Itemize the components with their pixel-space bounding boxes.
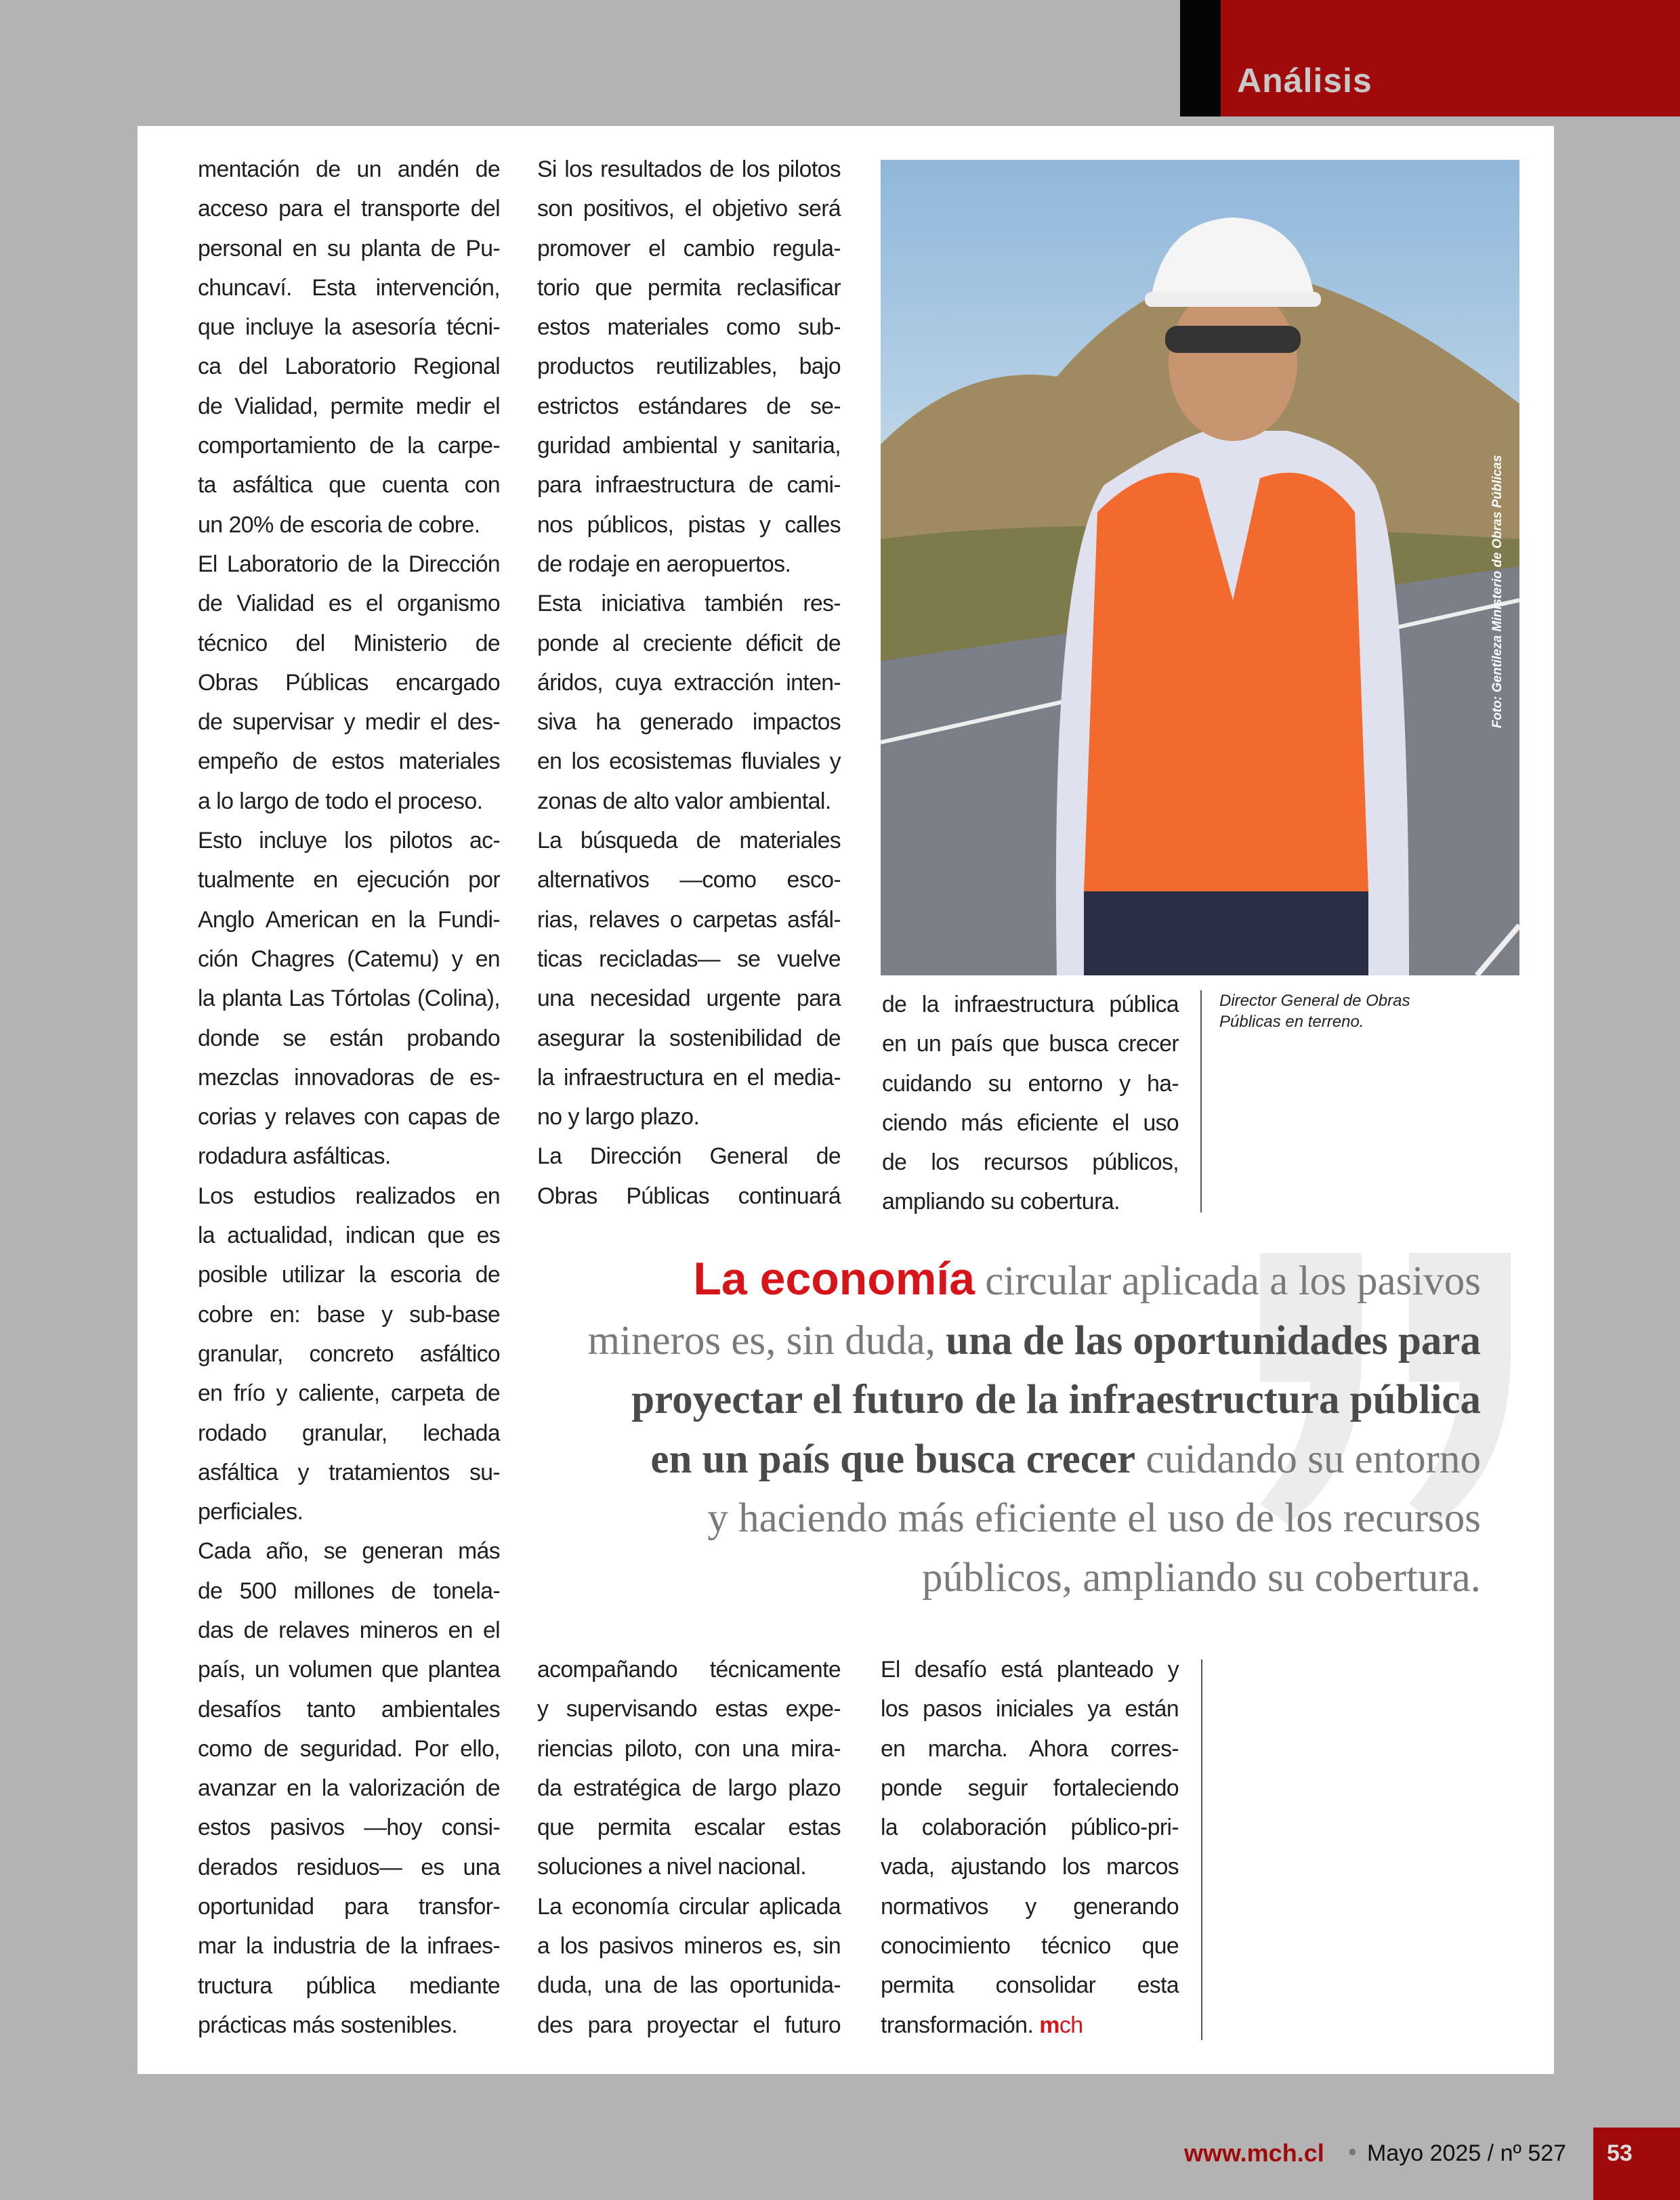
text-line: vada, ajustando los marcos [881, 1854, 1179, 1880]
text-line: permita consolidar esta [881, 1972, 1179, 1999]
text-line: alternativos —como esco- [537, 867, 841, 893]
text-line: La búsqueda de materiales [537, 828, 841, 854]
text-line: torio que permita reclasificar [537, 274, 841, 301]
column-2 [537, 150, 842, 1216]
text-line: y supervisando estas expe- [537, 1696, 841, 1722]
text-line: de la infraestructura pública [882, 992, 1179, 1017]
text-line: que permita escalar estas [537, 1815, 841, 1841]
text-line: posible utilizar la escoria de [198, 1262, 500, 1288]
text-line: promover el cambio regula- [537, 235, 841, 261]
text-line: ta asfáltica que cuenta con [198, 472, 500, 499]
text-line: prácticas más sostenibles. [198, 2012, 458, 2038]
photo-director [881, 160, 1519, 975]
text-line: asfáltica y tratamientos su- [198, 1459, 500, 1485]
photo-credit: Foto: Gentileza Ministerio de Obras Públicas [1490, 454, 1505, 728]
text-line: donde se están probando [198, 1025, 500, 1051]
text-line: un 20% de escoria de cobre. [198, 511, 480, 538]
header-black-bar [1180, 0, 1221, 117]
text-line: comportamiento de la carpe- [198, 433, 500, 459]
caption-line: Director General de Obras [1219, 992, 1410, 1010]
text-line: duda, una de las oportunida- [537, 1972, 841, 1999]
text-line: para infraestructura de cami- [537, 472, 841, 499]
text-line: ción Chagres (Catemu) y en [198, 946, 500, 972]
text-line: a los pasivos mineros es, sin [537, 1933, 841, 1960]
text-line: de los recursos públicos, [882, 1149, 1179, 1176]
text-line: cobre en: base y sub-base [198, 1301, 500, 1328]
text-line: de Vialidad es el organismo [198, 591, 500, 617]
text-line: corias y relaves con capas de [198, 1104, 500, 1130]
text-line: en marcha. Ahora corres- [881, 1735, 1179, 1762]
text-line: de rodaje en aeropuertos. [537, 551, 791, 577]
text-line: de 500 millones de tonela- [198, 1578, 500, 1604]
section-title: Análisis [1237, 62, 1372, 100]
text-line: Esta iniciativa también res- [537, 591, 841, 617]
pq-text: cuidando su entorno [1135, 1436, 1481, 1482]
text-line: tualmente en ejecución por [198, 867, 500, 893]
text-line: ampliando su cobertura. [882, 1189, 1120, 1215]
text-line: la infraestructura en el media- [537, 1064, 841, 1091]
pq-text: públicos, ampliando su cobertura. [922, 1554, 1481, 1601]
text-line: El desafío está planteado y [881, 1657, 1179, 1683]
text-line: ciendo más eficiente el uso [882, 1109, 1179, 1136]
text-line: derados residuos— es una [198, 1854, 500, 1880]
footer-bullet: • [1348, 2138, 1357, 2165]
text-line: das de relaves mineros en el [198, 1617, 500, 1643]
text-line: transformación. mch [881, 2012, 1083, 2038]
text-line: estos pasivos —hoy consi- [198, 1815, 500, 1841]
footer-url[interactable]: www.mch.cl [1184, 2139, 1324, 2167]
text-line: siva ha generado impactos [537, 709, 841, 736]
text-line: ponde seguir fortaleciendo [881, 1775, 1179, 1801]
text-line: des para proyectar el futuro [537, 2012, 841, 2038]
text-line: a lo largo de todo el proceso. [198, 788, 483, 814]
text-line: son positivos, el objetivo será [537, 196, 841, 222]
mch-logo-m: m [1039, 2012, 1059, 2038]
text-line: Los estudios realizados en [198, 1183, 500, 1209]
text-line: personal en su planta de Pu- [198, 235, 500, 261]
mch-logo-ch: ch [1059, 2012, 1083, 2038]
text-line: la planta Las Tórtolas (Colina), [198, 986, 500, 1012]
text-line: ca del Laboratorio Regional [198, 354, 500, 380]
text-line: en los ecosistemas fluviales y [537, 748, 841, 775]
text-line: conocimiento técnico que [881, 1933, 1179, 1960]
text-line: Obras Públicas encargado [198, 669, 500, 696]
text-line: de supervisar y medir el des- [198, 709, 500, 736]
caption-line: Públicas en terreno. [1219, 1013, 1364, 1031]
text-line: Si los resultados de los pilotos [537, 156, 841, 182]
text-line: estos materiales como sub- [537, 314, 841, 341]
text-line: cuidando su entorno y ha- [882, 1070, 1179, 1097]
text-line: ticas recicladas— se vuelve [537, 946, 841, 972]
pull-quote [588, 1250, 1481, 1607]
text-line: mentación de un andén de [198, 156, 500, 182]
text-line: país, un volumen que plantea [198, 1657, 500, 1683]
text-line: áridos, cuya extracción inten- [537, 669, 841, 696]
text-line: técnico del Ministerio de [198, 630, 500, 656]
text-line: Esto incluye los pilotos ac- [198, 828, 500, 854]
text-line: tructura pública mediante [198, 1972, 500, 1999]
text-line: Obras Públicas continuará [537, 1183, 841, 1209]
text-line: productos reutilizables, bajo [537, 354, 841, 380]
text-line: mar la industria de la infraes- [198, 1933, 500, 1960]
text-line: rodadura asfálticas. [198, 1143, 391, 1170]
text-line: ponde al creciente déficit de [537, 630, 841, 656]
text-line: rodado granular, lechada [198, 1420, 500, 1446]
column-3-bottom [881, 1650, 1180, 2045]
pq-bold: en un país que busca crecer [650, 1436, 1136, 1482]
photo-caption [1219, 990, 1410, 1032]
text-line: zonas de alto valor ambiental. [537, 788, 831, 814]
column-2-bottom [537, 1650, 842, 2045]
text-line: asegurar la sostenibilidad de [537, 1025, 841, 1051]
text-line: da estratégica de largo plazo [537, 1775, 841, 1801]
pq-text: y haciendo más eficiente el uso de los recursos [707, 1496, 1481, 1541]
text-line: los pasos iniciales ya están [881, 1696, 1179, 1722]
column-1 [198, 150, 501, 2045]
text-line: rias, relaves o carpetas asfál- [537, 906, 841, 933]
text-line: Anglo American en la Fundi- [198, 906, 500, 933]
pq-bold: proyectar el futuro de la infraestructura pública [631, 1377, 1481, 1422]
text-line: perficiales. [198, 1499, 303, 1525]
text-line: la colaboración público-pri- [881, 1815, 1179, 1841]
text-line: El Laboratorio de la Dirección [198, 551, 500, 577]
pq-text: circular aplicada a los pasivos [975, 1258, 1481, 1304]
text-line: en frío y caliente, carpeta de [198, 1380, 500, 1407]
text-line: la actualidad, indican que es [198, 1223, 500, 1249]
text-line: oportunidad para transfor- [198, 1894, 500, 1920]
text-line: en un país que busca crecer [882, 1031, 1179, 1057]
divider [1200, 990, 1202, 1212]
text-line: soluciones a nivel nacional. [537, 1854, 807, 1880]
text-line: acceso para el transporte del [198, 196, 500, 222]
pq-text: mineros es, sin duda, [587, 1317, 946, 1363]
text-line: no y largo plazo. [537, 1104, 700, 1130]
text-line: La economía circular aplicada [537, 1893, 841, 1920]
text-line: La Dirección General de [537, 1143, 841, 1170]
text-line: Cada año, se generan más [198, 1538, 500, 1565]
text-line: guridad ambiental y sanitaria, [537, 433, 841, 459]
divider [1201, 1659, 1202, 2040]
text-line: chuncaví. Esta intervención, [198, 274, 500, 301]
text-line: una necesidad urgente para [537, 986, 841, 1012]
text-line: normativos y generando [881, 1893, 1179, 1920]
text-line: como de seguridad. Por ello, [198, 1735, 500, 1762]
column-3 [882, 985, 1180, 1222]
text-line: riencias piloto, con una mira- [537, 1735, 841, 1762]
text-line: acompañando técnicamente [537, 1657, 841, 1683]
text-line: estrictos estándares de se- [537, 393, 841, 419]
text-line: mezclas innovadoras de es- [198, 1064, 500, 1091]
text-line: desafíos tanto ambientales [198, 1696, 500, 1722]
text-line: empeño de estos materiales [198, 748, 500, 775]
text-line: granular, concreto asfáltico [198, 1340, 500, 1367]
footer-issue: Mayo 2025 / nº 527 [1367, 2140, 1567, 2166]
pq-bold: una de las oportunidades para [946, 1317, 1481, 1363]
text-line: que incluye la asesoría técni- [198, 314, 500, 341]
photo-illustration [881, 160, 1519, 975]
text-line: de Vialidad, permite medir el [198, 393, 500, 419]
text-line: nos públicos, pistas y calles [537, 511, 841, 538]
page-number: 53 [1607, 2140, 1633, 2166]
text-line: avanzar en la valorización de [198, 1775, 500, 1802]
pq-highlight: La economía [693, 1253, 975, 1305]
